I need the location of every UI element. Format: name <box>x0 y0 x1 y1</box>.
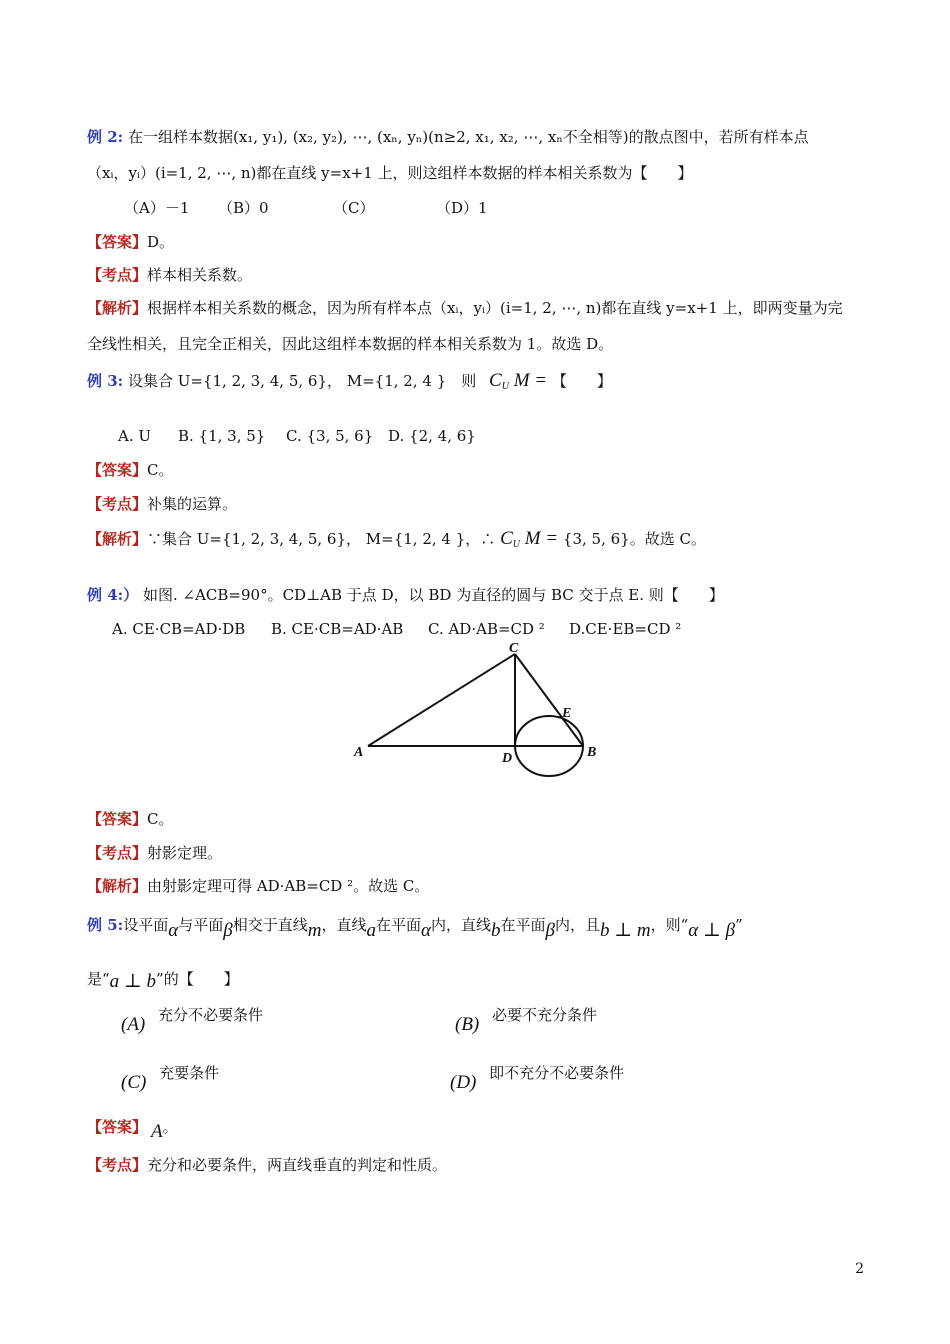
point-tag: 【考点】 <box>87 266 148 284</box>
ex4-option-b: B. CE·CB=AD·AB <box>271 620 404 638</box>
analysis-text: ∵集合 U={1, 2, 3, 4, 5, 6}， M={1, 2, 4 }，∴ <box>147 530 496 548</box>
ex2-analysis-line2: 全线性相关，且完全正相关，因此这组样本数据的样本相关系数为 1。故选 D。 <box>87 335 614 353</box>
beta-symbol: β <box>223 920 233 941</box>
answer-tag: 【答案】 <box>87 1118 148 1136</box>
ex3-option-d: D. {2, 4, 6} <box>388 427 476 445</box>
ex2-stem-line1 <box>87 127 809 147</box>
b-symbol: b <box>490 920 501 941</box>
label-e: E <box>562 706 572 721</box>
ex5-stem: 例 5:设平面α与平面β相交于直线m，直线a在平面α内，直线b在平面β内，且b ⊥ m，则“α ⊥ β” <box>87 916 743 941</box>
segment-ac <box>368 654 515 746</box>
ex4-stem <box>87 585 724 605</box>
alpha-symbol: α <box>168 920 179 941</box>
point-text: 射影定理。 <box>147 844 223 862</box>
alpha-symbol: α <box>420 920 431 941</box>
answer-text: D。 <box>147 233 175 251</box>
ex3-stem-text: 设集合 U={1, 2, 3, 4, 5, 6}， M={1, 2, 4 } 则 <box>127 372 477 390</box>
a-perp-b: a ⊥ b <box>109 971 157 992</box>
ex5-stem-line2: 是“a ⊥ b”的【 】 <box>87 970 239 992</box>
point-tag: 【考点】 <box>87 495 148 513</box>
ex3-answer <box>87 460 174 480</box>
ex4-option-d: D.CE·EB=CD ² <box>569 620 682 638</box>
point-tag: 【考点】 <box>87 1156 148 1174</box>
answer-tag: 【答案】 <box>87 233 148 251</box>
ex3-option-b: B. {1, 3, 5} <box>178 427 266 445</box>
analysis-tag: 【解析】 <box>87 299 148 317</box>
ex3-stem <box>87 371 612 397</box>
m-symbol: m <box>307 920 322 941</box>
page-number: 2 <box>855 1261 864 1277</box>
ex5-answer: 【答案】 A。 <box>87 1118 178 1142</box>
answer-text: C。 <box>147 810 174 828</box>
ex5-option-a: (A) 充分不必要条件 <box>121 1006 264 1035</box>
analysis-result: {3, 5, 6}。故选 C。 <box>562 530 706 548</box>
ex5-point <box>87 1155 447 1175</box>
ex2-answer <box>87 232 174 252</box>
beta-symbol: β <box>545 920 555 941</box>
label-c: C <box>509 641 519 656</box>
ex3-point <box>87 494 237 514</box>
ex3-analysis <box>87 529 706 555</box>
ex5-label: 例 5: <box>87 916 124 934</box>
label-a: A <box>354 745 364 760</box>
ex2-stem-text1: 在一组样本数据(x₁, y₁), (x₂, y₂), ⋯, (xₙ, yₙ)(n≥2, x₁, x₂, ⋯, xₙ不全相等)的散点图中，若所有样本点 <box>127 128 809 146</box>
b-perp-m: b ⊥ m <box>599 920 651 941</box>
analysis-text: 由射影定理可得 AD·AB=CD ²。故选 C。 <box>147 877 430 895</box>
ex5-option-d: (D) 即不充分不必要条件 <box>450 1064 625 1093</box>
label-d: D <box>502 751 513 766</box>
answer-tag: 【答案】 <box>87 810 148 828</box>
answer-tag: 【答案】 <box>87 461 148 479</box>
segment-cb <box>515 654 583 746</box>
alpha-perp-beta: α ⊥ β <box>688 920 736 941</box>
ex3-option-a: A. U <box>118 427 152 445</box>
ex3-option-c: C. {3, 5, 6} <box>286 427 374 445</box>
ex3-bracket: 【 】 <box>551 372 612 390</box>
ex4-label: 例 4:） <box>87 586 139 604</box>
ex4-analysis <box>87 876 429 896</box>
analysis-tag: 【解析】 <box>87 877 148 895</box>
ex4-option-a: A. CE·CB=AD·DB <box>112 620 246 638</box>
ex2-option-d: （D）1 <box>436 199 488 217</box>
ex3-label: 例 3: <box>87 372 124 390</box>
ex2-option-b: （B）0 <box>218 199 269 217</box>
point-text: 样本相关系数。 <box>147 266 253 284</box>
answer-text: C。 <box>147 461 174 479</box>
ex4-point <box>87 843 222 863</box>
ex2-label: 例 2: <box>87 128 124 146</box>
ex3-complement-symbol-2: $C_U$ M = <box>500 528 559 550</box>
ex2-option-c: （C） <box>333 199 375 217</box>
ex5-option-b: (B) 必要不充分条件 <box>455 1006 598 1035</box>
ex4-option-c: C. AD·AB=CD ² <box>428 620 545 638</box>
ex2-analysis-line1 <box>87 298 843 318</box>
answer-math: A <box>151 1121 163 1142</box>
a-symbol: a <box>366 920 376 941</box>
ex2-stem-line2: （xᵢ，yᵢ）(i=1, 2, ⋯, n)都在直线 y=x+1 上，则这组样本数据的样本相关系数为【 】 <box>87 164 693 182</box>
ex4-geometry-figure <box>350 640 610 780</box>
ex4-stem-text: 如图. ∠ACB=90°。CD⊥AB 于点 D，以 BD 为直径的圆与 BC 交于点 E. 则【 】 <box>142 586 724 604</box>
ex2-point <box>87 265 252 285</box>
point-tag: 【考点】 <box>87 844 148 862</box>
point-text: 补集的运算。 <box>147 495 238 513</box>
point-text: 充分和必要条件，两直线垂直的判定和性质。 <box>147 1156 448 1174</box>
ex5-option-c: (C) 充要条件 <box>121 1064 220 1093</box>
label-b: B <box>587 745 597 760</box>
ex4-answer <box>87 809 174 829</box>
ex2-option-a: （A）－1 <box>124 199 190 217</box>
analysis-tag: 【解析】 <box>87 530 148 548</box>
analysis-text: 根据样本相关系数的概念，因为所有样本点（xᵢ，yᵢ）(i=1, 2, ⋯, n)都在直线 y=x+1 上，即两变量为完 <box>147 299 843 317</box>
ex3-complement-symbol: $C_U$ M = <box>489 370 548 392</box>
